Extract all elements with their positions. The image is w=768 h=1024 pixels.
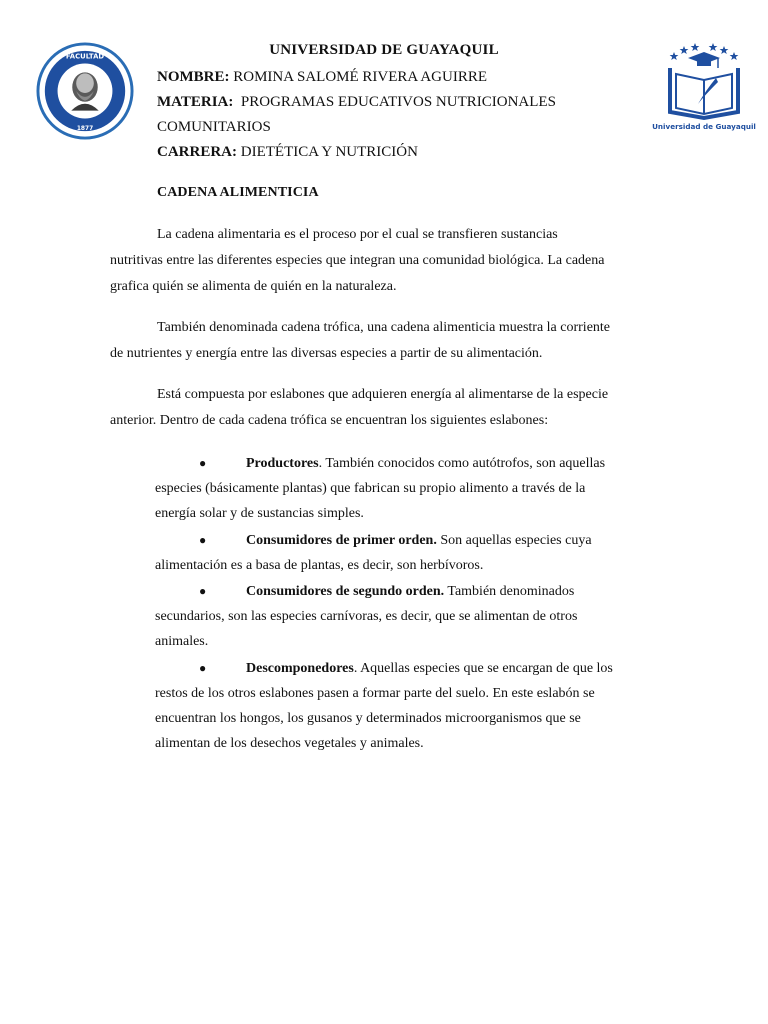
bullet-text: También denominados [444, 584, 575, 599]
bullet-dot-icon: ● [199, 661, 207, 675]
bullet-text-line-3: encuentran los hongos, los gusanos y determinados microorganismos que se [155, 711, 581, 726]
nombre-label: NOMBRE: [157, 69, 230, 85]
paragraph-2-line-1: También denominada cadena trófica, una cadena alimenticia muestra la corriente [157, 320, 611, 335]
materia-label: MATERIA: [157, 94, 234, 110]
carrera-value: DIETÉTICA Y NUTRICIÓN [240, 144, 418, 160]
nombre-line [157, 68, 487, 86]
bullet-text: . Aquellas especies que se encargan de que los [353, 661, 613, 676]
document-title: CADENA ALIMENTICIA [157, 185, 319, 200]
university-logo-caption: Universidad de Guayaquil [652, 122, 756, 131]
bullet-term: Productores [246, 456, 319, 471]
paragraph-1 [110, 222, 656, 300]
bullet-text-line-2: especies (básicamente plantas) que fabrican su propio alimento a través de la [155, 481, 586, 496]
bullet-text-line-4: alimentan de los desechos vegetales y animales. [155, 736, 424, 751]
bullet-text: . También conocidos como autótrofos, son aquellas [318, 456, 606, 471]
paragraph-2-line-2: de nutrientes y energía entre las diversas especies a partir de su alimentación. [110, 346, 543, 361]
materia-line [157, 93, 556, 111]
bullet-dot-icon: ● [199, 584, 207, 598]
paragraph-3 [110, 382, 656, 434]
bullet-text-line-2: secundarios, son las especies carnívoras, es decir, que se alimentan de otros [155, 609, 578, 624]
bullet-item-consumidores-primer-orden [155, 528, 659, 578]
paragraph-3-line-2: anterior. Dentro de cada cadena trófica se encuentran los siguientes eslabones: [110, 413, 549, 428]
svg-text:FACULTAD: FACULTAD [65, 52, 105, 61]
carrera-line [157, 143, 418, 161]
materia-value-continued: COMUNITARIOS [157, 119, 271, 135]
bullet-dot-icon: ● [199, 533, 207, 547]
bullet-text-line-2: restos de los otros eslabones pasen a formar parte del suelo. En este eslabón se [155, 686, 595, 701]
paragraph-3-line-1: Está compuesta por eslabones que adquieren energía al alimentarse de la especie [157, 387, 609, 402]
bullet-text-line-3: animales. [155, 634, 209, 649]
bullet-text-line-2: alimentación es a basa de plantas, es decir, son herbívoros. [155, 558, 484, 573]
materia-line-continued [157, 118, 271, 136]
bullet-item-productores [155, 451, 659, 526]
paragraph-1-line-3: grafica quién se alimenta de quién en la naturaleza. [110, 279, 397, 294]
bullet-text: Son aquellas especies cuya [436, 533, 592, 548]
svg-text:1877: 1877 [76, 126, 94, 133]
bullet-item-descomponedores [155, 656, 659, 756]
bullet-term: Descomponedores [246, 661, 354, 676]
bullet-text-line-3: energía solar y de sustancias simples. [155, 506, 364, 521]
nombre-value: ROMINA SALOMÉ RIVERA AGUIRRE [233, 69, 488, 85]
bullet-dot-icon: ● [199, 456, 207, 470]
carrera-label: CARRERA: [157, 144, 237, 160]
paragraph-2 [110, 315, 656, 367]
paragraph-1-line-1: La cadena alimentaria es el proceso por el cual se transfieren sustancias [157, 227, 558, 242]
bullet-term: Consumidores de primer orden. [246, 533, 437, 548]
bullet-item-consumidores-segundo-orden [155, 579, 659, 654]
university-heading: UNIVERSIDAD DE GUAYAQUIL [269, 42, 499, 58]
bullet-term: Consumidores de segundo orden. [246, 584, 445, 599]
materia-value: PROGRAMAS EDUCATIVOS NUTRICIONALES [240, 94, 556, 110]
paragraph-1-line-2: nutritivas entre las diferentes especies que integran una comunidad biológica. La cadena [110, 253, 605, 268]
